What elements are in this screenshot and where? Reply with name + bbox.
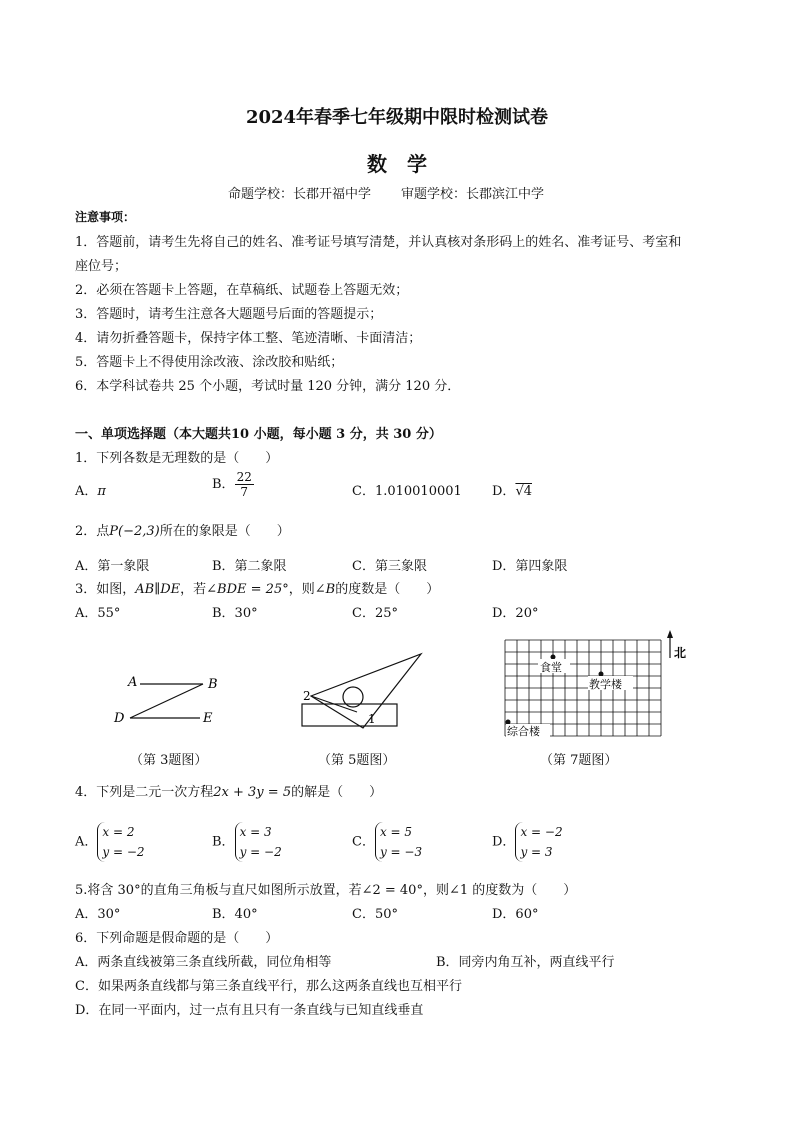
angle-1-label: 1 [368, 712, 376, 726]
q6-option-b: B．同旁内角互补，两直线平行 [436, 955, 615, 970]
q2-stem: 2．点P(−2,3)所在的象限是（ ） [75, 524, 290, 539]
notice-item-6: 6．本学科试卷共 25 个小题，考试时量 120 分钟，满分 120 分． [75, 379, 461, 394]
notice-item-3: 3．答题时，请考生注意各大题题号后面的答题提示； [75, 307, 383, 322]
equation-system: x = 3 y = −2 [235, 822, 282, 862]
equation-system: x = 2 y = −2 [97, 822, 144, 862]
notice-item-4: 4．请勿折叠答题卡，保持字体工整、笔迹清晰、卡面清洁； [75, 331, 422, 346]
q3-stem: 3．如图，AB∥DE，若∠BDE = 25°，则∠B的度数是（ ） [75, 582, 440, 597]
q1-stem: 1．下列各数是无理数的是（ ） [75, 451, 279, 466]
notice-item-1: 1．答题前，请考生先将自己的姓名、准考证号填写清楚，并认真核对条形码上的姓名、准考证号、考室和 [75, 235, 682, 250]
notice-item-1-cont: 座位号； [75, 259, 128, 274]
canteen-label: 食堂 [540, 661, 562, 674]
grid [505, 640, 661, 736]
canteen-point [551, 655, 556, 660]
proposition-school: 命题学校：长郡开福中学 [228, 187, 372, 202]
q6-stem: 6．下列命题是假命题的是（ ） [75, 931, 279, 946]
figure-3-caption: （第 3题图） [130, 753, 208, 768]
complex-building-point [506, 720, 511, 725]
review-school: 审题学校：长郡滨江中学 [401, 187, 545, 202]
equation-system: x = −2 y = 3 [515, 822, 562, 862]
label-a: A [128, 675, 138, 690]
q3-option-d: D．20° [492, 606, 539, 621]
q1-option-d: D．√4 [492, 484, 532, 499]
subject-title: 数学 [367, 152, 447, 176]
q4-option-b: B． x = 3 y = −2 [212, 822, 282, 862]
notice-item-2: 2．必须在答题卡上答题，在草稿纸、试题卷上答题无效； [75, 283, 409, 298]
triangle [311, 654, 421, 728]
label-b: B [208, 677, 218, 692]
label-e: E [203, 711, 213, 726]
q3-option-a: A．55° [75, 606, 121, 621]
q2-option-b: B．第二象限 [212, 559, 287, 574]
figure-5-triangle-ruler [295, 648, 430, 733]
q6-option-d: D．在同一平面内，过一点有且只有一条直线与已知直线垂直 [75, 1003, 424, 1018]
figure-7-grid-map [500, 628, 695, 743]
q2-option-a: A．第一象限 [75, 559, 150, 574]
q2-option-d: D．第四象限 [492, 559, 568, 574]
section-title: 一、单项选择题（本大题共10 小题，每小题 3 分，共 30 分） [75, 427, 442, 442]
line-bd [130, 684, 203, 718]
q4-option-d: D． x = −2 y = 3 [492, 822, 563, 862]
figure-5-caption: （第 5题图） [318, 753, 396, 768]
label-d: D [114, 711, 125, 726]
q5-option-c: C．50° [352, 907, 398, 922]
q5-option-a: A．30° [75, 907, 121, 922]
q4-option-a: A． x = 2 y = −2 [75, 822, 145, 862]
equation-system: x = 5 y = −3 [375, 822, 422, 862]
north-label: 北 [674, 646, 687, 660]
school-info [228, 183, 574, 202]
ruler [302, 704, 397, 726]
teaching-building-label: 教学楼 [589, 678, 622, 691]
pi-symbol: π [97, 484, 106, 499]
q1-option-b: B． $\frac{22}{7}$ [212, 470, 252, 499]
q3-option-c: C．25° [352, 606, 398, 621]
q2-option-c: C．第三象限 [352, 559, 427, 574]
q6-option-a: A．两条直线被第三条直线所截，同位角相等 [75, 955, 332, 970]
q3-option-b: B．30° [212, 606, 258, 621]
angle-2-label: 2 [303, 689, 311, 703]
fraction: $\frac{22}{7}$ [236, 470, 252, 499]
q4-stem: 4．下列是二元一次方程2x + 3y = 5的解是（ ） [75, 785, 383, 800]
exam-title: 2024年春季七年级期中限时检测试卷 [245, 107, 549, 128]
complex-building-label: 综合楼 [507, 725, 540, 738]
notice-item-5: 5．答题卡上不得使用涂改液、涂改胶和贴纸； [75, 355, 344, 370]
north-arrowhead-icon [667, 630, 673, 638]
q4-option-c: C． x = 5 y = −3 [352, 822, 422, 862]
figure-3-parallel-lines [105, 665, 235, 735]
q5-option-b: B．40° [212, 907, 258, 922]
figure-7-caption: （第 7题图） [540, 753, 618, 768]
notice-title: 注意事项： [75, 210, 136, 224]
q5-stem: 5.将含 30°的直角三角板与直尺如图所示放置，若∠2 = 40°，则∠1 的度数为（ ） [75, 883, 577, 898]
q5-option-d: D．60° [492, 907, 539, 922]
teaching-building-point [599, 672, 604, 677]
q1-option-a: A．π [75, 484, 106, 499]
q1-option-c: C．1.010010001 [352, 484, 462, 499]
q6-option-c: C．如果两条直线都与第三条直线平行，那么这两条直线也互相平行 [75, 979, 462, 994]
